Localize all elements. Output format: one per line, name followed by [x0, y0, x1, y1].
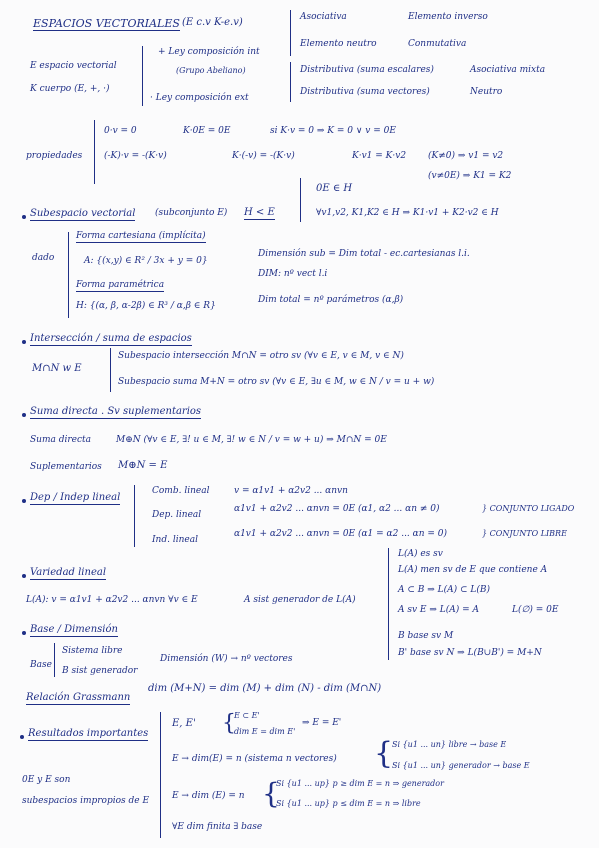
ee-cond-2: dim E = dim E' [234, 727, 296, 736]
conjunto-libre: } CONJUNTO LIBRE [482, 529, 567, 538]
e-label: E espacio vectorial [30, 61, 117, 71]
variedad-def: L(A): v = α1v1 + α2v2 ... αnvn ∀v ∈ E [26, 595, 198, 605]
variedad-prop-2: L(A) men sv de E que contiene A [398, 565, 548, 575]
dim-subespacio: Dimensión sub = Dim total - ec.cartesianas l.i. [258, 249, 470, 259]
suma-directa-def: M⊕N (∀v ∈ E, ∃! u ∈ M, ∃! w ∈ N / v = w + u) ⇒ M∩N = 0E [116, 435, 387, 445]
neutro: Neutro [470, 87, 503, 97]
h-subset-e: H < E [244, 207, 275, 218]
si-generador: Si {u1 ... un} generador → base E [392, 761, 530, 770]
subespacio-interseccion: Subespacio intersección M∩N = otro sv (∀v ∈ E, v ∈ M, v ∈ N) [118, 351, 404, 361]
base-sist-generador: B sist generador [62, 666, 138, 676]
base-title: Base / Dimensión [30, 624, 118, 635]
sist-generador: A sist generador de L(A) [244, 595, 356, 605]
grassmann-title: Relación Grassmann [26, 692, 131, 703]
subespacio-suma: Subespacio suma M+N = otro sv (∀v ∈ E, ∃u ∈ M, w ∈ N / v = u + w) [118, 377, 435, 387]
prop-elemento-neutro: Elemento neutro [300, 39, 377, 49]
ley-externa: · Ley composición ext [150, 93, 249, 103]
subespacio-sub: (subconjunto E) [155, 208, 228, 218]
title-definition: (E c.v K-e.v) [182, 17, 243, 28]
prop-line-3: si K·v = 0 ⇒ K = 0 ∨ v = 0E [270, 126, 396, 136]
conjunto-ligado: } CONJUNTO LIGADO [482, 504, 575, 513]
suplementarios-label: Suplementarios [30, 462, 102, 472]
dado-label: dado [32, 253, 55, 263]
subespacio-divider [300, 178, 301, 222]
prop-line-8: (v≠0E) ⇒ K1 = K2 [428, 171, 512, 181]
variedad-prop-3: A ⊂ B ⇒ L(A) ⊂ L(B) [398, 585, 491, 595]
prop-line-5: K·(-v) = -(K·v) [232, 151, 295, 161]
variedad-prop-4: A sv E ⇒ L(A) = A [398, 605, 480, 615]
variedad-prop-1: L(A) es sv [398, 549, 443, 559]
forma-parametrica-title: Forma paramétrica [76, 280, 165, 290]
bullet-resultados [20, 735, 24, 739]
p-brace: { [262, 777, 280, 810]
ee-brace: { [222, 711, 236, 736]
dado-divider [68, 232, 69, 318]
dim-finita-base: ∀E dim finita ∃ base [172, 822, 263, 832]
e-dim-n: E → dim(E) = n (sistema n vectores) [172, 754, 337, 764]
bullet-dependencia [22, 499, 26, 503]
prop-conmutativa: Conmutativa [408, 39, 467, 49]
prop-elemento-inverso: Elemento inverso [408, 12, 488, 22]
dist-escalares: Distributiva (suma escalares) [300, 65, 434, 75]
variedad-prop-7: B' base sv N ⇒ L(B∪B') = M+N [398, 648, 542, 658]
base-sistema-libre: Sistema libre [62, 646, 123, 656]
grupo-abeliano: (Grupo Abeliano) [176, 66, 246, 75]
subespacio-title: Subespacio vectorial [30, 208, 136, 219]
dist-divider [290, 62, 291, 102]
grassmann-formula: dim (M+N) = dim (M) + dim (N) - dim (M∩N) [148, 683, 382, 694]
propiedades-label: propiedades [26, 151, 83, 161]
oe-e-label: 0E y E son [22, 775, 71, 785]
cond-combinacion: ∀v1,v2, K1,K2 ∈ H ⇒ K1·v1 + K2·v2 ∈ H [316, 208, 499, 218]
resultados-divider [160, 712, 161, 838]
prop-line-1: 0·v = 0 [104, 126, 137, 136]
indep-lineal-def: α1v1 + α2v2 ... αnvn = 0E (α1 = α2 ... αn = 0) [234, 529, 448, 539]
cartesiana-eq: A: {(x,y) ∈ R² / 3x + y = 0} [84, 256, 208, 266]
parametrica-eq: H: {(α, β, α-2β) ∈ R³ / α,β ∈ R} [76, 301, 216, 311]
variedad-prop-6: B base sv M [398, 631, 454, 641]
e-dim-n-2: E → dim (E) = n [172, 791, 245, 801]
variedad-title: Variedad lineal [30, 567, 107, 578]
base-label: Base [30, 660, 52, 670]
prop-line-7: (K≠0) ⇒ v1 = v2 [428, 151, 504, 161]
bullet-interseccion [22, 340, 26, 344]
suma-directa-title: Suma directa . Sv suplementarios [30, 406, 202, 417]
bullet-suma-directa [22, 413, 26, 417]
m-n-label: M∩N w E [32, 363, 82, 374]
si-libre: Si {u1 ... un} libre → base E [392, 740, 507, 749]
p-generador: Si {u1 ... up} p ≥ dim E = n ⇒ generador [276, 779, 444, 788]
dependencia-title: Dep / Indep lineal [30, 492, 121, 503]
prop-asociativa: Asociativa [300, 12, 347, 22]
comb-lineal-label: Comb. lineal [152, 486, 210, 496]
page-title: ESPACIOS VECTORIALES [33, 17, 180, 30]
propiedades-divider [94, 120, 95, 184]
dim-parametros: Dim total = nº parámetros (α,β) [258, 295, 404, 305]
bullet-base [22, 631, 26, 635]
interseccion-divider [110, 348, 111, 392]
dist-vectores: Distributiva (suma vectores) [300, 87, 430, 97]
dependencia-divider [134, 485, 135, 547]
bullet-variedad [22, 574, 26, 578]
composition-divider [142, 46, 143, 106]
dim-vectores: DIM: nº vect l.i [258, 269, 328, 279]
ee-result: ⇒ E = E' [302, 718, 342, 728]
ee-cond-1: E ⊂ E' [234, 711, 260, 720]
variedad-prop-5: L(∅) = 0E [512, 605, 559, 615]
bullet-subespacio [22, 215, 26, 219]
resultados-title: Resultados importantes [28, 728, 149, 739]
k-label: K cuerpo (E, +, ·) [30, 84, 110, 94]
suplementarios-def: M⊕N = E [118, 460, 168, 471]
forma-cartesiana-title: Forma cartesiana (implícita) [76, 231, 206, 241]
dimension-def: Dimensión (W) → nº vectores [160, 654, 293, 664]
asociativa-mixta: Asociativa mixta [470, 65, 546, 75]
dep-lineal-def: α1v1 + α2v2 ... αnvn = 0E (α1, α2 ... αn ≠ 0) [234, 504, 440, 514]
e-e-prime: E, E' [172, 718, 196, 729]
interseccion-title: Intersección / suma de espacios [30, 333, 192, 344]
prop-line-4: (-K)·v = -(K·v) [104, 151, 167, 161]
title-divider [290, 10, 291, 56]
variedad-divider [388, 548, 389, 660]
cond-cero: 0E ∈ H [316, 183, 353, 194]
prop-line-6: K·v1 = K·v2 [352, 151, 407, 161]
indep-lineal-label: Ind. lineal [152, 535, 198, 545]
libre-gen-brace: { [374, 736, 394, 771]
base-divider [54, 643, 55, 677]
impropios-label: subespacios impropios de E [22, 796, 150, 806]
ley-interna: + Ley composición int [158, 47, 260, 57]
dep-lineal-label: Dep. lineal [152, 510, 202, 520]
prop-line-2: K·0E = 0E [183, 126, 231, 136]
comb-lineal-def: v = α1v1 + α2v2 ... αnvn [234, 486, 348, 496]
suma-directa-label: Suma directa [30, 435, 92, 445]
p-libre: Si {u1 ... up} p ≤ dim E = n ⇒ libre [276, 799, 421, 808]
